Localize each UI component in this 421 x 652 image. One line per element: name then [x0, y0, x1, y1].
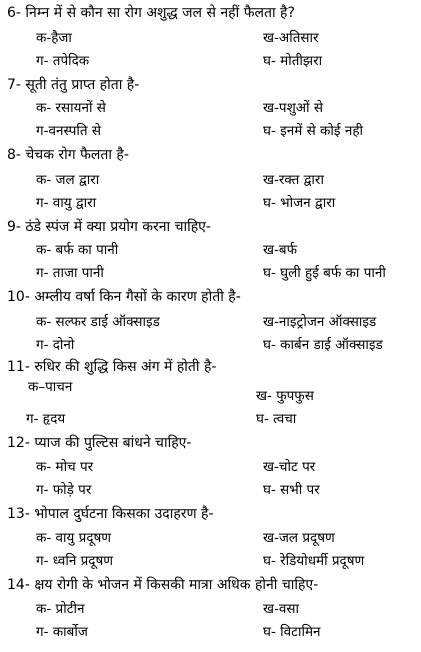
option-d: घ- भोजन द्वारा — [263, 195, 336, 211]
option-a: क–पाचन — [28, 379, 73, 395]
option-a: क- बर्फ का पानी — [36, 242, 119, 258]
option-a: क- रसायनों से — [36, 100, 106, 116]
option-b: ख-अतिसार — [263, 30, 319, 46]
question-text: सूती तंतु प्राप्त होता है- — [25, 77, 140, 93]
question-number: 14- — [7, 577, 30, 593]
question-text: निम्न में से कौन सा रोग अशुद्ध जल से नहीं फैलता है? — [25, 5, 295, 21]
option-a: क- जल द्वारा — [36, 172, 100, 188]
question-text: भोपाल दुर्घटना किसका उदाहरण है- — [34, 506, 214, 522]
question-13 — [7, 505, 214, 523]
option-c: ग- कार्बोज — [36, 624, 88, 640]
option-b: ख-वसा — [263, 601, 300, 617]
question-14 — [7, 576, 318, 594]
option-b: ख-नाइट्रोजन ऑक्साइड — [263, 314, 377, 330]
option-b: ख-जल प्रदूषण — [263, 530, 335, 546]
question-text: चेचक रोग फैलता है- — [25, 147, 129, 163]
option-b: ख-रक्त द्वारा — [263, 172, 324, 188]
option-c: ग- दोनो — [36, 337, 75, 353]
option-b: ख-बर्फ — [263, 242, 298, 258]
question-number: 12- — [7, 435, 30, 451]
option-c: ग- ताजा पानी — [36, 265, 104, 281]
question-number: 6- — [7, 5, 21, 21]
question-6 — [7, 4, 295, 22]
option-d: घ- मोतीझरा — [263, 53, 323, 69]
question-12 — [7, 434, 191, 452]
option-b: ख-चोट पर — [263, 459, 316, 475]
option-d: घ- घुली हुई बर्फ का पानी — [263, 265, 386, 281]
option-d: घ- त्वचा — [256, 411, 297, 427]
question-11 — [7, 358, 216, 376]
question-text: रुधिर की शुद्धि किस अंग में होती है- — [34, 359, 217, 375]
option-a: क-हैजा — [36, 30, 72, 46]
option-b: ख-पशुओं से — [263, 100, 323, 116]
option-c: ग- ध्वनि प्रदूषण — [36, 553, 114, 569]
option-d: घ- कार्बन डाई ऑक्साइड — [263, 337, 383, 353]
question-8 — [7, 146, 129, 164]
question-number: 13- — [7, 506, 30, 522]
option-a: क- मोच पर — [36, 459, 94, 475]
option-d: घ- इनमें से कोई नही — [263, 123, 363, 139]
option-c: ग- फोड़े पर — [36, 482, 92, 498]
question-number: 9- — [7, 219, 21, 235]
option-c: ग- वायु द्वारा — [36, 195, 97, 211]
question-7 — [7, 76, 139, 94]
option-a: क- प्रोटीन — [36, 601, 85, 617]
option-a: क- सल्फर डाई ऑक्साइड — [36, 314, 160, 330]
option-c: ग- हृदय — [26, 411, 66, 427]
option-a: क- वायु प्रदूषण — [36, 530, 112, 546]
question-9 — [7, 218, 211, 236]
question-number: 10- — [7, 289, 30, 305]
question-text: प्याज की पुल्टिस बांधने चाहिए- — [34, 435, 192, 451]
question-text: क्षय रोगी के भोजन में किसकी मात्रा अधिक होनी चाहिए- — [34, 577, 319, 593]
option-c: ग- तपेदिक — [36, 53, 90, 69]
option-c: ग-वनस्पति से — [36, 123, 101, 139]
option-b: ख- फुपफुस — [256, 388, 314, 404]
option-d: घ- सभी पर — [263, 482, 320, 498]
question-text: अम्लीय वर्षा किन गैसों के कारण होती है- — [34, 289, 241, 305]
question-text: ठंडे स्पंज में क्या प्रयोग करना चाहिए- — [25, 219, 211, 235]
option-d: घ- विटामिन — [263, 624, 321, 640]
question-10 — [7, 288, 241, 306]
question-number: 7- — [7, 77, 21, 93]
question-number: 8- — [7, 147, 21, 163]
option-d: घ- रेडियोधर्मी प्रदूषण — [263, 553, 365, 569]
question-number: 11- — [7, 359, 30, 375]
